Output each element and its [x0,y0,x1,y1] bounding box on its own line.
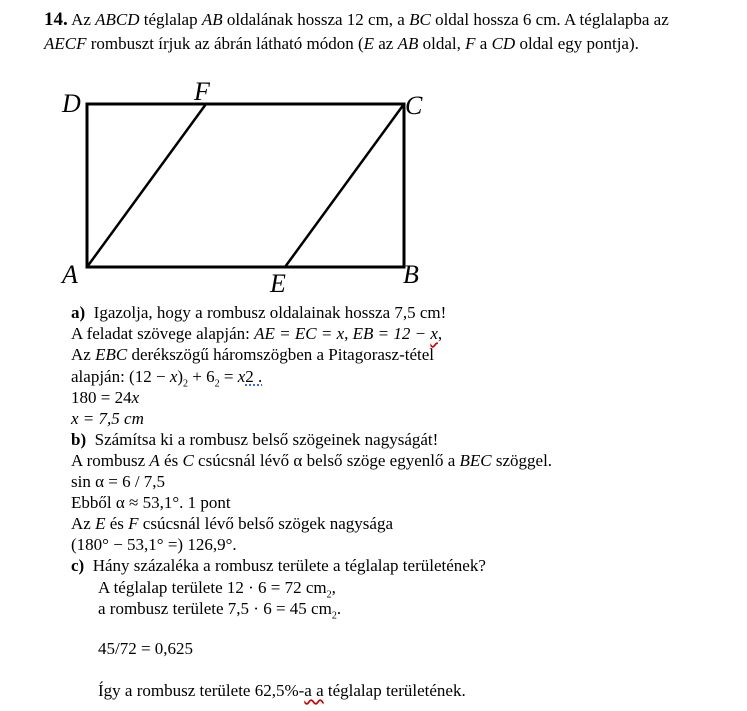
part-a-line-3: alapján: $(12 - x)_2 + 6_2 = x2$ . [71,367,263,390]
part-a-line-4: 180 = 24x [71,388,140,407]
part-b-line-1: A rombusz A és C csúcsnál lévő α belső szöge egyenlő a BEC szöggel. [71,451,553,470]
part-b-question: b) Számítsa ki a rombusz belső szögeinek nagyságát! [71,430,439,449]
part-a-line-1: A feladat szövege alapján: AE = EC = x, EB = 12 − x, [71,324,443,343]
part-c-line-2: a rombusz területe 7,5 · 6 = 45 $cm_2$. [98,599,342,622]
problem-number: 14. [44,9,68,30]
part-c-question: c) Hány százaléka a rombusz területe a téglalap területének? [71,556,486,575]
rhombus-figure [50,78,440,300]
problem-line-2: AECF rombuszt írjuk az ábrán látható módon (E az AB oldal, F a CD oldal egy pontja). [44,34,639,53]
side-ec [285,104,404,267]
part-b-line-4: Az E és F csúcsnál lévő belső szögek nagysága [71,514,393,533]
label-d: D [62,89,81,118]
rectangle-abcd [87,104,404,267]
part-a-question: a) Igazolja, hogy a rombusz oldalainak hossza 7,5 cm! [71,303,447,322]
part-a-line-2: Az EBC derékszögű háromszögben a Pitagorasz-tétel [71,345,435,364]
side-af [87,104,206,267]
label-a: A [62,260,78,289]
label-c: C [405,91,423,120]
label-b: B [403,260,419,289]
part-a-letter: a) [71,303,86,322]
part-b-letter: b) [71,430,87,449]
rectangle-rhombus-diagram [50,78,440,300]
part-b-line-2: sin α = 6 / 7,5 [71,472,166,491]
label-f: F [194,77,210,106]
part-c-line-3: 45/72 = 0,625 [98,639,194,658]
label-e: E [270,269,286,298]
part-c-letter: c) [71,556,85,575]
part-c-line-4: Így a rombusz területe 62,5%-a a téglalap területének. [98,681,466,700]
part-a-line-5: x = 7,5 cm [71,409,144,428]
problem-line-1: 14. Az ABCD téglalap AB oldalának hossza 12 cm, a BC oldal hossza 6 cm. A téglalapba az [44,9,669,30]
part-b-line-3: Ebből α ≈ 53,1°. 1 pont [71,493,231,512]
part-c-line-1: A téglalap területe 12 · 6 = 72 $cm_2$, [98,578,336,601]
part-b-line-5: (180° − 53,1° =) 126,9°. [71,535,237,554]
